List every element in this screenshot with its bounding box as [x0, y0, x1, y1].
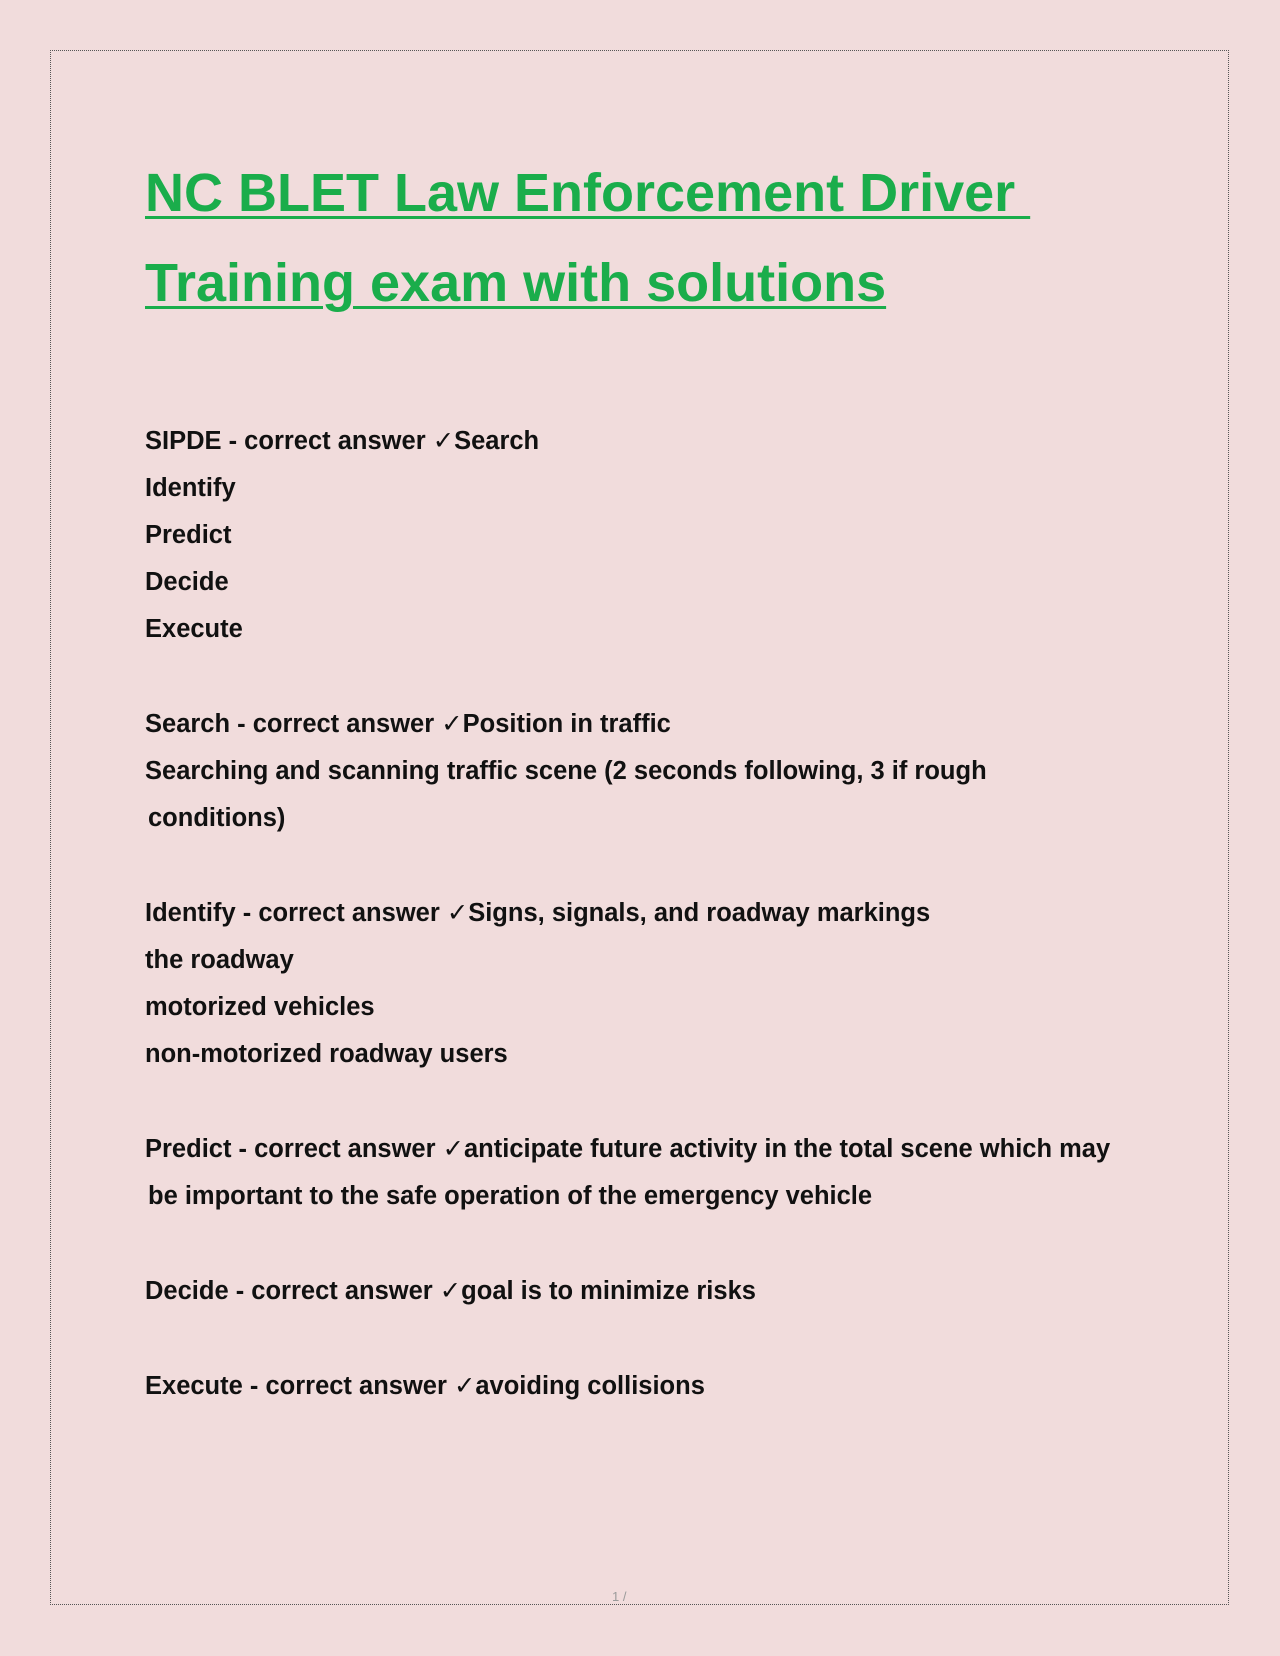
qa-question-line [145, 701, 1165, 748]
check-mark-icon: ✓ [432, 426, 455, 456]
qa-answer-line: the roadway [145, 946, 294, 974]
qa-answer-line: non-motorized roadway users [145, 1040, 508, 1068]
qa-term: Execute - correct answer [145, 1372, 454, 1400]
qa-term: SIPDE - correct answer [145, 427, 433, 455]
qa-question-line [145, 1268, 1165, 1315]
check-mark-icon: ✓ [453, 1371, 476, 1401]
qa-item-search [145, 701, 1165, 842]
qa-answer-line: motorized vehicles [145, 993, 375, 1021]
qa-answer-line: Identify [145, 474, 236, 502]
title-line-2: Training exam with solutions [145, 253, 887, 313]
qa-question-line [145, 890, 1165, 937]
page-number: 1 / [612, 1589, 627, 1604]
qa-term: Decide - correct answer [145, 1277, 440, 1305]
qa-answer-line: Searching and scanning traffic scene (2 seconds following, 3 if rough [145, 757, 987, 785]
qa-item-predict [145, 1126, 1165, 1220]
qa-answer: avoiding collisions [475, 1372, 705, 1400]
qa-item-identify [145, 890, 1165, 1078]
qa-item-sipde [145, 418, 1165, 653]
qa-term: Search - correct answer [145, 710, 442, 738]
qa-answer: Position in traffic [462, 710, 671, 738]
check-mark-icon: ✓ [442, 1134, 464, 1164]
qa-answer: Search [454, 427, 540, 455]
qa-term: Predict - correct answer [145, 1135, 443, 1163]
qa-item-decide [145, 1268, 1165, 1315]
qa-question-line [145, 1126, 1165, 1173]
check-mark-icon: ✓ [439, 1276, 462, 1306]
qa-answer-line: Execute [145, 615, 243, 643]
qa-answer-line: conditions) [148, 804, 286, 832]
qa-list [145, 418, 1165, 1458]
qa-question-line [145, 1363, 1165, 1410]
qa-answer: Signs, signals, and roadway markings [468, 899, 931, 927]
qa-answer: anticipate future activity in the total scene which may [464, 1135, 1111, 1163]
qa-answer-line: Decide [145, 568, 229, 596]
qa-question-line [145, 418, 1165, 465]
qa-answer-line: Predict [145, 521, 232, 549]
qa-answer: goal is to minimize risks [461, 1277, 756, 1305]
qa-item-execute [145, 1363, 1165, 1410]
document-title [145, 148, 1030, 328]
qa-term: Identify - correct answer [145, 899, 447, 927]
check-mark-icon: ✓ [441, 709, 463, 739]
qa-answer-line: be important to the safe operation of the emergency vehicle [148, 1182, 873, 1210]
check-mark-icon: ✓ [446, 898, 469, 928]
title-line-1: NC BLET Law Enforcement Driver [145, 163, 1031, 223]
